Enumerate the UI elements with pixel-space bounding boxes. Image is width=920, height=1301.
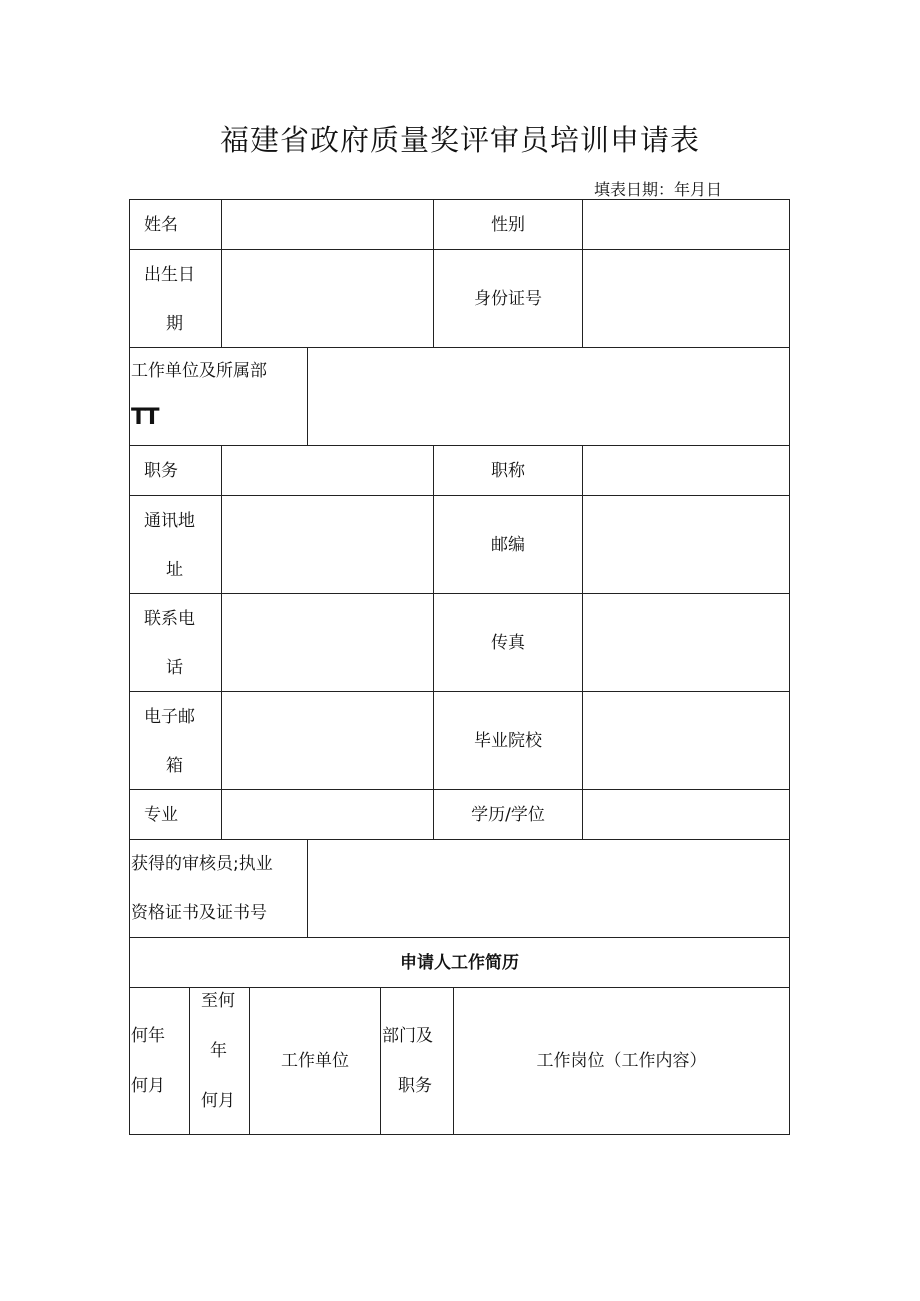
major-input-cell[interactable] <box>221 789 434 840</box>
postcode-label: 邮编 <box>491 535 525 555</box>
name-label: 姓名 <box>144 215 178 235</box>
work-history-heading: 申请人工作简历 <box>400 953 519 973</box>
degree-label: 学历/学位 <box>471 805 545 825</box>
col-to-line2: 年 <box>210 1041 227 1061</box>
col-to-line1: 至何 <box>201 991 235 1011</box>
col-unit-label: 工作单位 <box>281 1051 349 1071</box>
postcode-input-cell[interactable] <box>582 495 790 594</box>
cert-label-line1: 获得的审核员;执业 <box>131 854 273 874</box>
cert-input-cell[interactable] <box>307 839 790 938</box>
col-from-cell <box>129 987 190 1135</box>
col-post-label: 工作岗位（工作内容） <box>536 1051 707 1071</box>
address-input-cell[interactable] <box>221 495 434 594</box>
position-label: 职务 <box>144 461 178 481</box>
title-label: 职称 <box>491 461 525 481</box>
email-label-line1: 电子邮 <box>144 707 195 727</box>
id-input-cell[interactable] <box>582 249 790 348</box>
col-dept-line1: 部门及 <box>382 1026 433 1046</box>
id-number-label: 身份证号 <box>474 289 542 309</box>
email-label-line2: 箱 <box>166 756 183 776</box>
school-input-cell[interactable] <box>582 691 790 790</box>
col-to-line3: 何月 <box>201 1091 235 1111</box>
fill-date-label: 填表日期：年月日 <box>593 180 722 199</box>
gender-label: 性别 <box>491 215 525 235</box>
name-input-cell[interactable] <box>221 199 434 250</box>
school-label: 毕业院校 <box>474 731 542 751</box>
col-from-line1: 何年 <box>131 1026 165 1046</box>
phone-label-line2: 话 <box>166 658 183 678</box>
major-label: 专业 <box>144 805 178 825</box>
page-title: 福建省政府质量奖评审员培训申请表 <box>219 123 700 157</box>
col-dept-cell <box>380 987 454 1135</box>
degree-input-cell[interactable] <box>582 789 790 840</box>
email-input-cell[interactable] <box>221 691 434 790</box>
birth-input-cell[interactable] <box>221 249 434 348</box>
work-unit-label-line2: TT <box>131 405 158 430</box>
work-unit-label-line1: 工作单位及所属部 <box>131 361 267 381</box>
work-unit-input-cell[interactable] <box>307 347 790 446</box>
gender-input-cell[interactable] <box>582 199 790 250</box>
fax-input-cell[interactable] <box>582 593 790 692</box>
address-label-line1: 通讯地 <box>144 511 195 531</box>
birth-label-line1: 出生日 <box>144 265 195 285</box>
col-from-line2: 何月 <box>131 1076 165 1096</box>
cert-label-line2: 资格证书及证书号 <box>131 903 267 923</box>
phone-input-cell[interactable] <box>221 593 434 692</box>
fax-label: 传真 <box>491 633 525 653</box>
col-dept-line2: 职务 <box>398 1076 432 1096</box>
birth-label-line2: 期 <box>166 314 183 334</box>
position-input-cell[interactable] <box>221 445 434 496</box>
address-label-line2: 址 <box>166 560 183 580</box>
title-input-cell[interactable] <box>582 445 790 496</box>
phone-label-line1: 联系电 <box>144 609 195 629</box>
